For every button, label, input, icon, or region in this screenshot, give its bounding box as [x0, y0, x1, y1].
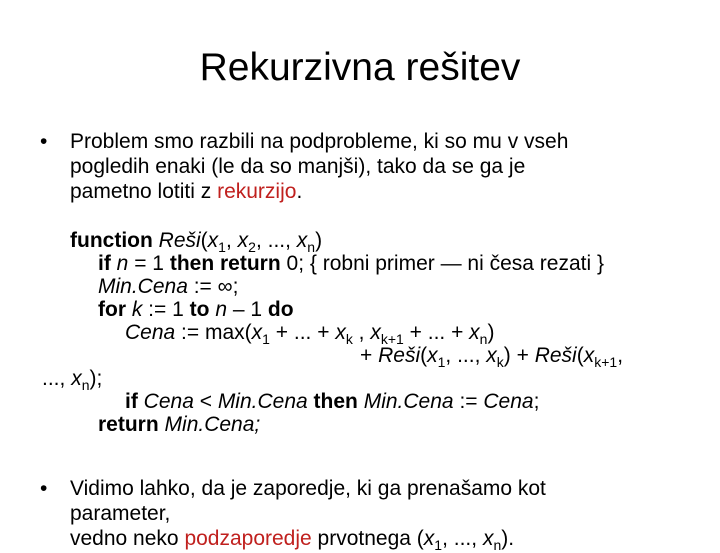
slide-title: Rekurzivna rešitev — [199, 46, 521, 89]
bullet2-line3 — [70, 526, 546, 551]
code-line-recursive-calls: + $Reši(x_1$, ..., $x_k$) + $Reši(x_{k+1}$, — [360, 344, 624, 370]
cond-n-eq-1: n = 1 — [116, 252, 164, 275]
kw-return: return — [98, 413, 159, 436]
bullet2-line3-text: vedno neko — [70, 527, 185, 550]
bullet-symbol-2: • — [40, 477, 48, 500]
bullet-recursion-intro — [40, 129, 569, 204]
pseudocode-block — [42, 229, 710, 436]
bullet2-line1: Vidimo lahko, da je zaporedje, ki ga prenašamo kot — [70, 477, 546, 500]
return-value: Min.Cena; — [164, 413, 261, 436]
bullet1-line3 — [70, 179, 568, 204]
kw-for: for — [98, 298, 126, 321]
bullet1-line1: Problem smo razbili na podprobleme, ki so mu v vseh — [70, 130, 569, 153]
code-line-for — [70, 298, 710, 321]
keyword-rekurzijo: rekurzijo — [217, 180, 297, 203]
code-line-return — [70, 413, 710, 436]
bullet1-line3-end: . — [296, 180, 303, 203]
kw-if: if — [98, 252, 111, 275]
code-line-base-case — [70, 252, 710, 275]
kw-to: to — [189, 298, 210, 321]
bullet-symbol: • — [40, 130, 48, 153]
fn-name: Reši — [158, 229, 201, 252]
bullet1-line3-text: pametno lotiti z — [70, 180, 218, 203]
for-start: k := 1 — [131, 298, 184, 321]
fn-args: ($x_1$, $x_2$, ..., $x_n$) — [200, 229, 323, 255]
kw-function: function — [70, 229, 153, 252]
code-line-cena-max: Cena := $\max(x_1$ + ... + $x_k$ , $x_{k+1}$ + ... + $x_n$) — [125, 321, 495, 347]
code-line-update — [70, 390, 710, 413]
kw-do: do — [267, 298, 294, 321]
code-line-continuation: ..., $x_n$); — [42, 367, 103, 393]
kw-then-return: then return — [169, 252, 281, 275]
for-end: n – 1 — [215, 298, 263, 321]
base-case-comment: 0; { robni primer — ni česa rezati } — [286, 252, 604, 275]
cond-cena-lt: Cena < Min.Cena — [143, 390, 308, 413]
bullet2-line2: parameter, — [70, 502, 171, 525]
bullet1-line2: pogledih enaki (le da so manjši), tako da se ga je — [70, 155, 526, 178]
keyword-podzaporedje: podzaporedje — [184, 527, 312, 550]
code-line-function — [70, 229, 710, 255]
kw-if-2: if — [125, 390, 138, 413]
bullet2-line3-end: prvotnega ($x_1$, ..., $x_n$). — [311, 527, 515, 553]
assign-min-cena: Min.Cena := Cena; — [363, 390, 540, 413]
kw-then: then — [313, 390, 358, 413]
init-min-cena: Min.Cena := ∞; — [98, 275, 239, 298]
code-line-init — [70, 275, 710, 298]
